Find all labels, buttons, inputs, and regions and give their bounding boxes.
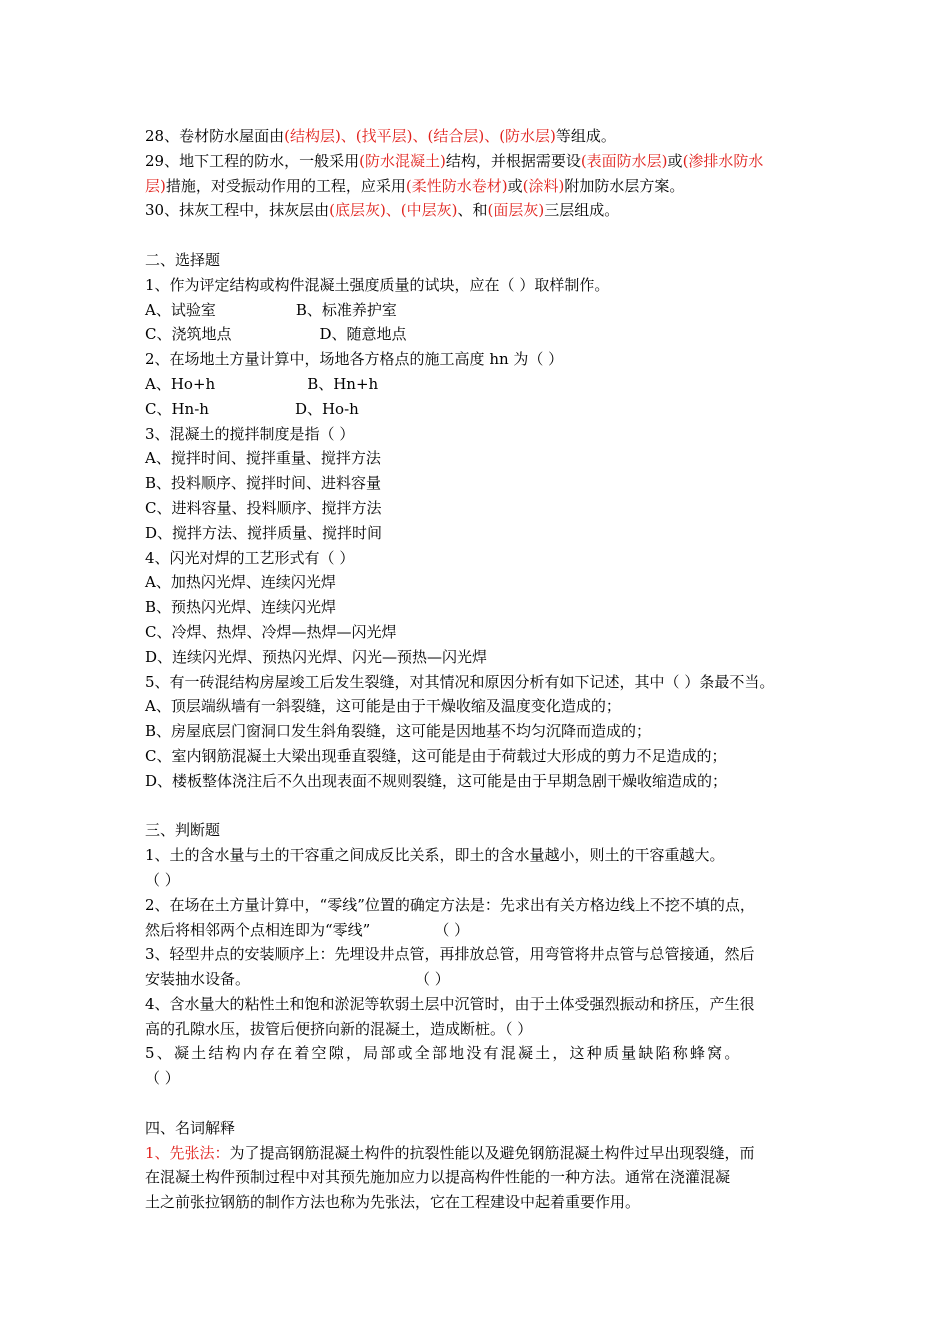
- term-1-line1: 1、先张法：为了提高钢筋混凝土构件的抗裂性能以及避免钢筋混凝土构件过早出现裂缝，而: [145, 1143, 755, 1162]
- judge-q5-line2: （ ）: [145, 1069, 180, 1088]
- choice-q3-stem: 3、混凝土的搅拌制度是指（ ）: [145, 424, 355, 443]
- section-heading-choice: 二、选择题: [145, 250, 221, 269]
- choice-q4-option-a: A、加热闪光焊、连续闪光焊: [145, 573, 336, 592]
- answer: (面层灰): [487, 201, 545, 220]
- choice-q5-option-b: B、房屋底层门窗洞口发生斜角裂缝，这可能是因地基不均匀沉降而造成的；: [145, 722, 652, 741]
- fill-q30: 30、抹灰工程中，抹灰层由(底层灰)、(中层灰)、和(面层灰)三层组成。: [145, 201, 620, 220]
- choice-q1-stem: 1、作为评定结构或构件混凝土强度质量的试块，应在（ ）取样制作。: [145, 275, 610, 294]
- choice-q5-option-a: A、顶层端纵墙有一斜裂缝，这可能是由于干燥收缩及温度变化造成的；: [145, 697, 621, 716]
- choice-q4-option-c: C、冷焊、热焊、冷焊—热焊—闪光焊: [145, 622, 397, 641]
- choice-q3-option-b: B、投料顺序、搅拌时间、进料容量: [145, 474, 382, 493]
- choice-q3-option-c: C、进料容量、投料顺序、搅拌方法: [145, 498, 382, 517]
- answer: (防水混凝土): [359, 151, 446, 170]
- choice-q2-stem: 2、在场地土方量计算中，场地各方格点的施工高度 hn 为（ ）: [145, 350, 564, 369]
- choice-q5-option-c: C、室内钢筋混凝土大梁出现垂直裂缝，这可能是由于荷载过大形成的剪力不足造成的；: [145, 746, 727, 765]
- answer: 层): [145, 176, 166, 195]
- choice-q4-option-b: B、预热闪光焊、连续闪光焊: [145, 598, 337, 617]
- fill-q29-line1: 29、地下工程的防水，一般采用(防水混凝土)结构，并根据需要设(表面防水层)或(渗排水防水: [145, 151, 764, 170]
- fill-q28: 28、卷材防水屋面由(结构层)、(找平层)、(结合层)、(防水层)等组成。: [145, 127, 616, 145]
- judge-q1-line1: 1、土的含水量与土的干容重之间成反比关系，即土的含水量越小，则土的干容重越大。: [145, 846, 725, 865]
- judge-q3-line2: 安装抽水设备。 （ ）: [145, 970, 450, 989]
- section-heading-judge: 三、判断题: [145, 821, 221, 840]
- document-page: [145, 124, 810, 1215]
- judge-q4-line2: 高的孔隙水压，拔管后便挤向新的混凝土，造成断桩。（ ）: [145, 1019, 533, 1038]
- choice-q5-option-d: D、楼板整体浇注后不久出现表面不规则裂缝，这可能是由于早期急剧干燥收缩造成的；: [145, 771, 728, 790]
- answer: (渗排水防水: [682, 151, 764, 170]
- judge-q4-line1: 4、含水量大的粘性土和饱和淤泥等软弱土层中沉管时，由于土体受强烈振动和挤压，产生很: [145, 994, 755, 1013]
- choice-q1-options-cd: C、浇筑地点 D、随意地点: [145, 325, 407, 344]
- choice-q2-options-ab: A、Ho+h B、Hn+h: [145, 374, 379, 393]
- choice-q2-options-cd: C、Hn-h D、Ho-h: [145, 399, 359, 418]
- term-label: 1、先张法：: [145, 1143, 230, 1162]
- judge-q2-line2: 然后将相邻两个点相连即为“零线” （ ）: [145, 920, 470, 939]
- answer: (表面防水层): [580, 151, 668, 170]
- answer: (涂料): [522, 176, 565, 195]
- answer: (底层灰)、(中层灰): [329, 201, 458, 220]
- choice-q3-option-a: A、搅拌时间、搅拌重量、搅拌方法: [145, 449, 381, 468]
- judge-q1-line2: （ ）: [145, 870, 180, 889]
- choice-q4-option-d: D、连续闪光焊、预热闪光焊、闪光—预热—闪光焊: [145, 647, 488, 666]
- choice-q3-option-d: D、搅拌方法、搅拌质量、搅拌时间: [145, 523, 383, 542]
- choice-q4-stem: 4、闪光对焊的工艺形式有（ ）: [145, 548, 355, 567]
- fill-q29-line2: 层)措施，对受振动作用的工程，应采用(柔性防水卷材)或(涂料)附加防水层方案。: [145, 176, 685, 195]
- term-1-line3: 土之前张拉钢筋的制作方法也称为先张法，它在工程建设中起着重要作用。: [145, 1193, 641, 1212]
- answer: (柔性防水卷材): [405, 176, 508, 195]
- judge-q2-line1: 2、在场在土方量计算中，“零线”位置的确定方法是：先求出有关方格边线上不挖不填的点，: [145, 895, 755, 914]
- section-heading-terms: 四、名词解释: [145, 1118, 236, 1137]
- choice-q1-options-ab: A、试验室 B、标准养护室: [145, 300, 397, 319]
- answer: (结构层)、(找平层)、(结合层)、(防水层): [284, 127, 556, 145]
- judge-q5-line1: 5、凝土结构内存在着空隙，局部或全部地没有混凝土，这种质量缺陷称蜂窝。: [145, 1044, 742, 1063]
- term-1-line2: 在混凝土构件预制过程中对其预先施加应力以提高构件性能的一种方法。通常在浇灌混凝: [145, 1168, 731, 1187]
- judge-q3-line1: 3、轻型井点的安装顺序上：先埋设井点管，再排放总管，用弯管将井点管与总管接通，然后: [145, 945, 755, 964]
- choice-q5-stem: 5、有一砖混结构房屋竣工后发生裂缝，对其情况和原因分析有如下记述，其中（ ）条最不当。: [145, 672, 775, 691]
